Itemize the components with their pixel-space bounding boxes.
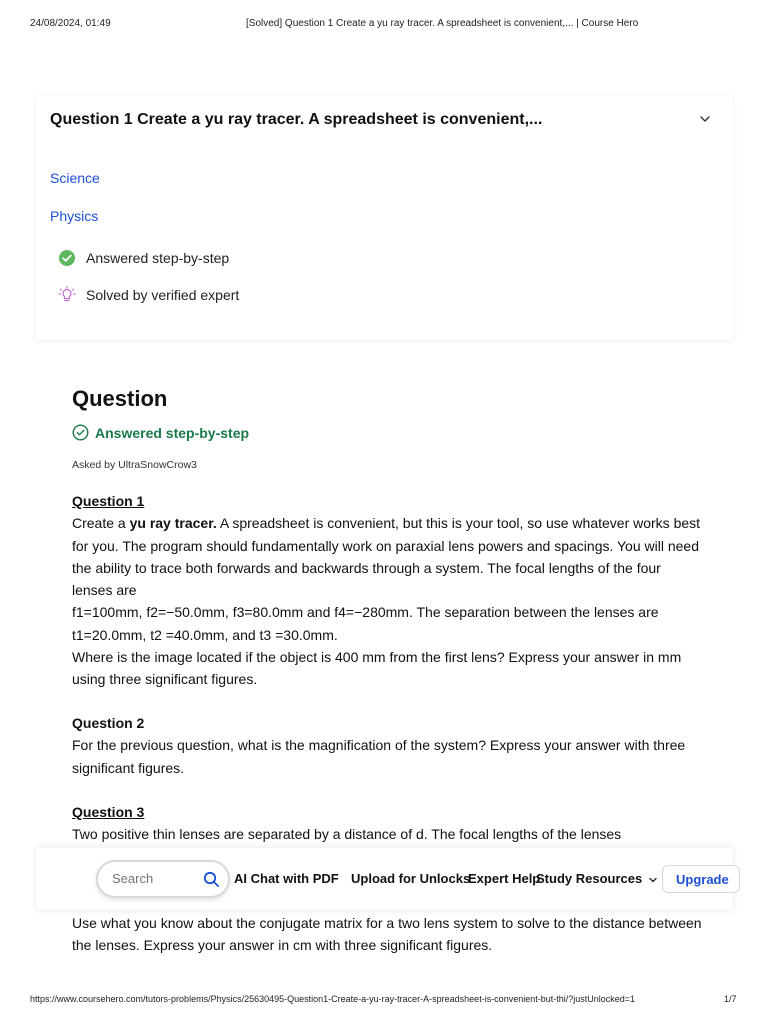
expert-help-link[interactable]: Expert Help	[468, 871, 541, 886]
answered-status-label: Answered step-by-step	[95, 424, 250, 441]
search-box[interactable]	[96, 860, 230, 898]
upgrade-button[interactable]: Upgrade	[662, 865, 740, 893]
check-outline-icon	[72, 424, 89, 441]
question-2	[72, 712, 702, 779]
chevron-down-icon[interactable]	[698, 112, 712, 126]
lightbulb-icon	[58, 286, 76, 304]
print-page-number: 1/7	[724, 994, 737, 1004]
chevron-down-icon[interactable]	[648, 875, 658, 885]
verified-expert-label: Solved by verified expert	[86, 287, 240, 303]
verified-expert-badge	[58, 285, 239, 305]
search-input[interactable]	[112, 871, 192, 886]
question-heading: Question	[72, 386, 168, 411]
breadcrumb-physics[interactable]: Physics	[50, 208, 99, 224]
answered-badge	[58, 248, 229, 268]
bottom-nav-bar	[36, 848, 733, 910]
question-1-ask: Where is the image located if the object is 400 mm from the first lens? Express your answer in mm using three significant figures.	[72, 649, 682, 688]
upload-for-unlocks-link[interactable]: Upload for Unlocks	[351, 871, 471, 886]
question-summary-card	[36, 96, 733, 340]
question-3-body: Two positive thin lenses are separated by a distance of d. The focal lengths of the lenses	[72, 826, 622, 843]
search-icon[interactable]	[203, 871, 220, 888]
print-title: [Solved] Question 1 Create a yu ray tracer. A spreadsheet is convenient,... | Course Hero	[246, 18, 639, 29]
question-1	[72, 490, 702, 691]
breadcrumb-science[interactable]: Science	[50, 170, 100, 186]
question-1-text-b: A spreadsheet is convenient, but this is your tool, so use whatever works best for you. The program should fundamentally work on paraxial lens powers and spacings. You will need the ability to trace both forwards and backwards through a system. The focal lengths of the four lenses are	[72, 515, 701, 599]
question-2-body: For the previous question, what is the magnification of the system? Express your answer with three significant figures.	[72, 737, 686, 776]
question-1-text-a: Create a	[72, 515, 130, 532]
card-title: Question 1 Create a yu ray tracer. A spreadsheet is convenient,...	[50, 111, 543, 128]
question-1-focal-lengths: f1=100mm, f2=−50.0mm, f3=80.0mm and f4=−280mm. The separation between the lenses are t1=20.0mm, t2 =40.0mm, and t3 =30.0mm.	[72, 604, 659, 643]
print-url: https://www.coursehero.com/tutors-problems/Physics/25630495-Question1-Create-a-yu-ray-tracer-A-spreadsheet-is-convenient-but-thi/?justUnlocked=1	[30, 994, 636, 1004]
answered-badge-label: Answered step-by-step	[86, 250, 230, 266]
answered-status	[72, 424, 249, 441]
question-2-label: Question 2	[72, 715, 145, 731]
question-3-continued: Use what you know about the conjugate matrix for a two lens system to solve to the distance between the lenses. Express your answer in cm with three significant figures.	[72, 915, 702, 954]
print-date: 24/08/2024, 01:49	[30, 18, 111, 29]
ai-chat-link[interactable]: AI Chat with PDF	[234, 871, 339, 886]
study-resources-link[interactable]: Study Resources	[536, 871, 643, 886]
print-footer	[0, 994, 768, 1010]
question-3-label: Question 3	[72, 804, 145, 820]
question-1-label: Question 1	[72, 493, 145, 509]
asked-by: Asked by UltraSnowCrow3	[72, 459, 197, 471]
check-circle-icon	[58, 249, 76, 267]
question-1-body	[72, 512, 702, 601]
print-header	[0, 18, 768, 34]
question-3	[72, 801, 702, 846]
question-1-bold: yu ray tracer.	[129, 515, 217, 532]
